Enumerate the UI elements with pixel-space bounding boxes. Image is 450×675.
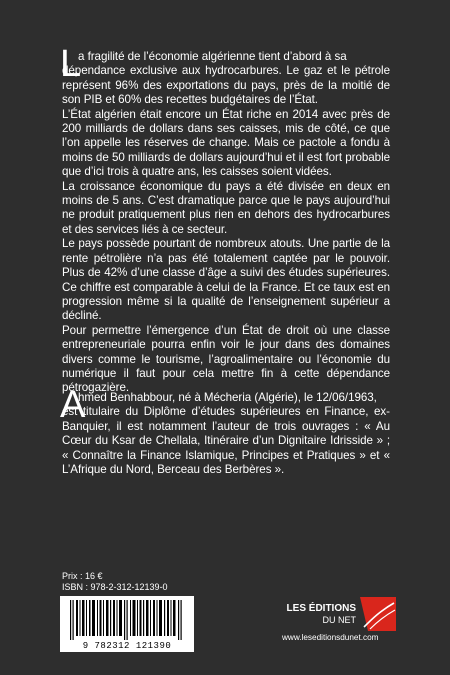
publisher-subname: DU NET [322,615,356,625]
price-isbn-block [62,571,168,593]
summary-paragraph-5: Pour permettre l’émergence d’un État de droit où une classe entrepreneuriale pourra enfin voir le jour dans des domaines divers comme le tourisme, l’agroalimentaire ou l’économie du numérique il faut pour cela mettre fin à cette dépendance pétrogazière. [62,323,390,395]
author-bio [60,384,390,477]
publisher-name: LES ÉDITIONS [286,603,356,614]
drop-cap-letter: A [60,384,86,426]
author-bio-rest: est titulaire du Diplôme d’études supérieures en Finance, ex-Banquier, il est notamment l’auteur de trois ouvrages : « Au Cœur du Ksar de Chellala, Itinéraire d’un Dignitaire Idrisside » ; « Connaître la Finance Islamique, Principes et Pratiques » et « L’Afrique du Nord, Berceau des Berbères ». [62,405,390,477]
author-first-line: hmed Benhabbour, né à Mécheria (Algérie), le 12/06/1963, [78,391,377,404]
summary-paragraph-1-rest: dépendance exclusive aux hydrocarbures. Le gaz et le pétrole représent 96% des exportations du pays, près de la moitié de son PIB et 60% des recettes budgétaires de l’État. [62,64,390,107]
summary-paragraph-1 [60,43,390,108]
publisher-logo-icon [360,597,396,631]
barcode [60,596,194,652]
price-label: Prix : 16 € [62,571,103,581]
barcode-bars [68,600,186,640]
summary-paragraph-3: La croissance économique du pays a été divisée en deux en moins de 5 ans. C’est dramatique parce que le pays aujourd’hui ne produit pratiquement plus rien en dehors des hydrocarbures et des services liés à ce secteur. [62,179,390,236]
author-paragraph [60,384,390,477]
drop-cap-letter: L [60,43,82,85]
summary-paragraph-2: L’État algérien était encore un État riche en 2014 avec près de 200 milliards de dollars dans ses caisses, mis de côté, ce que l’on appelle les réserves de change. Mais ce pactole a fondu à moins de 50 milliards de dollars aujourd’hui et il est fort probable que d’ici trois à quatre ans, les caisses soient vidées. [62,107,390,179]
back-cover-summary [60,43,390,396]
summary-first-line: a fragilité de l’économie algérienne tient d’abord à sa [78,50,347,63]
publisher-website: www.leseditionsdunet.com [282,633,379,642]
isbn-label: ISBN : 978-2-312-12139-0 [62,582,168,592]
summary-paragraph-4: Le pays possède pourtant de nombreux atouts. Une partie de la rente pétrolière n’a pas été totalement captée par le pouvoir. Plus de 42% d’une classe d’âge a suivi des études supérieures. Ce chiffre est comparable à celui de la France. Et ce taux est en progression même si la qualité de l’enseignement supérieur a décliné. [62,237,390,323]
barcode-number: 9 782312 121390 [82,641,172,651]
